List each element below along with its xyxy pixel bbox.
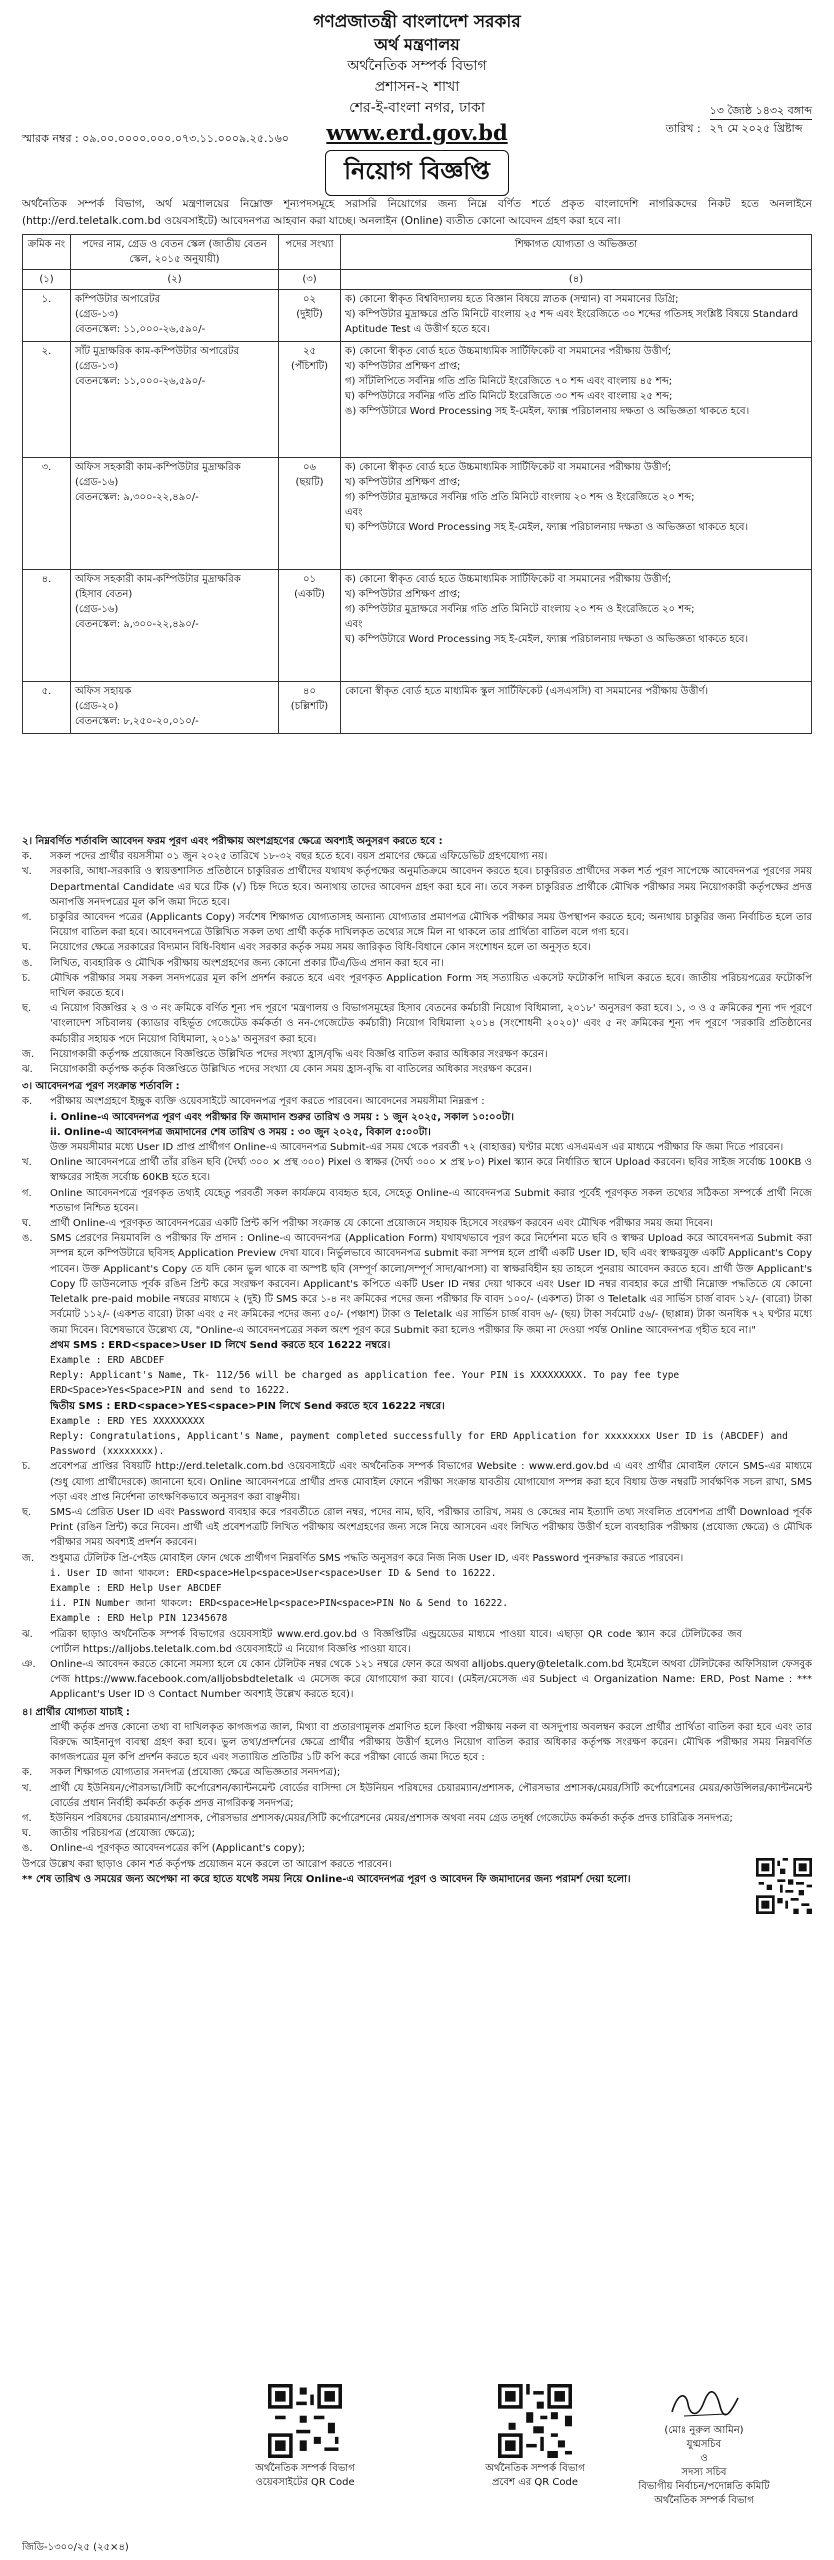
signer-role: বিভাগীয় নির্বাচন/পদোন্নতি কমিটি	[638, 2481, 770, 2492]
item-marker: ঞ.	[22, 1658, 36, 1670]
item-marker: খ.	[22, 1157, 32, 1169]
item-marker: ঘ.	[22, 1218, 32, 1230]
qr-caption: ওয়েবসাইটের QR Code	[255, 2477, 355, 2488]
list-item	[22, 849, 812, 864]
sms-first-example: Example : ERD ABCDEF	[50, 1354, 165, 1366]
help-user-id-example: Example : ERD Help User ABCDEF	[50, 1582, 222, 1594]
post-count: ০১	[303, 574, 316, 585]
header-serial: ক্রমিক নং	[23, 235, 71, 270]
post-count: ০২	[302, 294, 316, 305]
post-count-word: (চল্লিশটি)	[290, 701, 329, 712]
qualification-cell	[341, 342, 812, 458]
deadline-note: ** শেষ তারিখ ও সময়ের জন্য অপেক্ষা না করে হাতে যথেষ্ট সময় নিয়ে Online-এ আবেদনপত্র পূরণ ও আবেদন ফি জমাদানের জন্য পরামর্শ দেয়া হলো।	[22, 1873, 631, 1885]
count-cell	[279, 570, 341, 682]
list-item	[22, 1826, 812, 1841]
item-text: সকল পদের প্রার্থীর বয়সসীমা ০১ জুন ২০২৫ তারিখে ১৮-৩২ বছর হতে হবে। বয়স প্রমাণের ক্ষেত্রে এফিডেভিট গ্রহণযোগ্য নয়।	[50, 851, 548, 863]
list-item	[22, 1720, 812, 1766]
header-count: পদের সংখ্যা	[279, 235, 341, 270]
office-address: শের-ই-বাংলা নগর, ঢাকা	[349, 100, 485, 116]
item-text: Online-এ পূরণকৃত আবেদনপত্রের কপি (Applicant's copy);	[50, 1843, 305, 1855]
sms-second-example: Example : ERD YES XXXXXXXXX	[50, 1415, 205, 1427]
serial-cell: ৩.	[23, 458, 71, 570]
post-name: অফিস সহকারী কাম-কম্পিউটার মুদ্রাক্ষরিক	[75, 574, 241, 585]
list-item	[22, 1216, 812, 1231]
list-item	[22, 1811, 812, 1826]
table-row	[23, 458, 812, 570]
signer-role: ও	[700, 2453, 708, 2464]
item-text: সরকারি, আধা-সরকারি ও স্বায়ত্তশাসিত প্রতিষ্ঠানে চাকুরিরত প্রার্থীদের যথাযথ কর্তৃপক্ষের অনুমতিক্রমে আবেদন করতে হবে। চাকুরিরত প্রার্থীদের সকল শর্ত পূরণ সাপেক্ষে আবেদনপত্র পূরণের সময় Departmental Candidate এর ঘরে টিক (√) চিহ্ন দিতে হবে। অন্যথায় তাদের আবেদন গ্রহণ করা হবে না। তবে সকল চাকুরিরত প্রার্থীকে মৌখিক পরীক্ষার সময় নিয়োগকারী কর্তৃপক্ষের প্রদত্ত অনাপত্তি সনদপত্রের মূল কপি জমা দিতে হবে।	[50, 866, 812, 908]
item-text: চাকুরির আবেদন পত্রের (Applicants Copy) সর্বশেষ শিক্ষাগত যোগ্যতাসহ অন্যান্য যোগ্যতার প্রমাণপত্র মৌখিক পরীক্ষার সময় উপস্থাপন করতে হবে; অন্যথায় চাকুরির জন্য নির্বাচিত হলে তার নিয়োগ বাতিল করা হবে। আবেদনপত্রে উল্লিখিত সকল তথ্য প্রার্থী কর্তৃক দাখিলকৃত তথ্যের সঙ্গে মিল না থাকলে তার প্রার্থিতা বাতিল বলে গণ্য হবে।	[50, 912, 812, 939]
item-text: সকল শিক্ষাগত যোগ্যতার সনদপত্র (প্রযোজ্য ক্ষেত্রে অভিজ্ঞতার সনদপত্র);	[50, 1767, 341, 1779]
terms-body	[22, 832, 812, 1887]
signature-block	[614, 2384, 794, 2508]
item-text: নিয়োগকারী কর্তৃপক্ষ কর্তৃক বিজ্ঞপ্তিতে উল্লিখিত পদের সংখ্যা যে কোন সময় হ্রাস-বৃদ্ধি বা বাতিলের অধিকার সংরক্ষণ করেন।	[50, 1064, 532, 1076]
item-marker: চ.	[22, 972, 31, 984]
qualification-line: ঘ) কম্পিউটারে Word Processing সহ ই-মেইল, ফ্যাক্স পরিচালনায় দক্ষতা ও অভিজ্ঞতা থাকতে হবে।	[345, 634, 749, 645]
post-count-word: (ছয়টি)	[295, 477, 324, 488]
post-cell	[71, 682, 279, 734]
qualification-line: খ) কম্পিউটার প্রশিক্ষণ প্রাপ্ত;	[345, 477, 461, 488]
post-name: কম্পিউটার অপারেটর	[75, 294, 161, 305]
signer-title: যুগ্মসচিব	[686, 2439, 722, 2450]
list-item	[22, 1047, 812, 1062]
item-marker: ঝ.	[22, 1628, 33, 1640]
list-item	[22, 1155, 812, 1185]
post-cell	[71, 570, 279, 682]
table-row	[23, 342, 812, 458]
qr-code-icon[interactable]	[498, 2384, 572, 2458]
post-scale-grade: (গ্রেড-১৬)	[75, 604, 119, 615]
qualification-line: এবং	[345, 619, 363, 630]
serial-cell: ২.	[23, 342, 71, 458]
qualification-line: গ) সাঁটলিপিতে সর্বনিম্ন গতি প্রতি মিনিটে ইংরেজিতে ৭০ শব্দ এবং বাংলায় ৪৫ শব্দ;	[345, 376, 673, 387]
qualification-line: খ) কম্পিউটার প্রশিক্ষণ প্রাপ্ত;	[345, 589, 461, 600]
serial-cell: ৫.	[23, 682, 71, 734]
section-2-title: ২। নিম্নবর্ণিত শর্তাবলি আবেদন ফরম পূরণ এবং পরীক্ষায় অংশগ্রহণের ক্ষেত্রে অবশ্যই অনুসরণ করতে হবে :	[22, 836, 443, 847]
item-text: নিয়োগকারী কর্তৃপক্ষ প্রয়োজনে বিজ্ঞপ্তিতে উল্লিখিত পদের সংখ্যা হ্রাস/বৃদ্ধি এবং বিজ্ঞপ্তি বাতিল করার অধিকার সংরক্ষণ করেন।	[50, 1048, 548, 1060]
post-count-word: (একটি)	[294, 589, 325, 600]
item-marker: ঝ.	[22, 1064, 33, 1076]
sms-first-label: প্রথম SMS : ERD<space>User ID লিখে Send করতে হবে 16222 নম্বরে।	[50, 1339, 391, 1351]
list-item	[22, 1627, 812, 1657]
post-count-word: (পঁচিশটি)	[290, 361, 329, 372]
qr-admit-block	[480, 2384, 590, 2490]
item-marker: ঙ.	[22, 1233, 33, 1245]
item-marker: ঘ.	[22, 942, 32, 954]
colnum: (১)	[23, 270, 71, 290]
list-item	[22, 956, 812, 971]
qualification-line: ঘ) কম্পিউটারে সর্বনিম্ন গতি প্রতি মিনিটে ইংরেজিতে ৩০ শব্দ এবং বাংলায় ২৫ শব্দ;	[345, 391, 673, 402]
post-name: অফিস সহকারী কাম-কম্পিউটার মুদ্রাক্ষরিক	[75, 462, 241, 473]
sms-second-label: দ্বিতীয় SMS : ERD<space>YES<space>PIN লিখে Send করতে হবে 16222 নম্বরে।	[50, 1400, 445, 1412]
list-item	[22, 971, 812, 1001]
item-marker: ছ.	[22, 1506, 32, 1518]
qualification-line: এবং	[345, 507, 363, 518]
post-grade: (গ্রেড-১৩)	[75, 361, 119, 372]
qr-caption: প্রবেশ এর QR Code	[491, 2477, 579, 2488]
schedule-start: i. Online-এ আবেদনপত্র পূরণ এবং পরীক্ষার ফি জমাদান শুরুর তারিখ ও সময় : ১ জুন ২০২৫, সকাল ১০:০০টা।	[50, 1111, 514, 1123]
table-row	[23, 682, 812, 734]
intro-paragraph: অর্থনৈতিক সম্পর্ক বিভাগ, অর্থ মন্ত্রণালয়ের নিম্নোক্ত শূন্যপদসমূহে সরাসরি নিয়োগের জন্য নিম্নে বর্ণিত শর্তে প্রকৃত বাংলাদেশি নাগরিকদের নিকট হতে অনলাইনে (http://erd.teletalk.com.bd ওয়েবসাইটে) আবেদনপত্র আহবান করা যাচ্ছে। অনলাইন (Online) ব্যতীত কোনো আবেদন গ্রহণ করা হবে না।	[22, 198, 812, 227]
post-grade: (গ্রেড-২০)	[75, 701, 119, 712]
date-english: ২৭ মে ২০২৫ খ্রিষ্টাব্দ	[709, 122, 803, 135]
list-item	[22, 910, 812, 940]
qr-org-name: অর্থনৈতিক সম্পর্ক বিভাগ	[255, 2463, 355, 2474]
post-count: ২৫	[303, 346, 316, 357]
item-marker	[22, 1720, 50, 1766]
list-item	[22, 1231, 812, 1337]
qualification-cell	[341, 682, 812, 734]
notice-title: নিয়োগ বিজ্ঞপ্তি	[325, 150, 509, 196]
item-marker: ঙ.	[22, 1843, 33, 1855]
item-text: Online আবেদনপত্রে পূরণকৃত তথ্যই যেহেতু পরবর্তী সকল কার্যক্রমে ব্যবহৃত হবে, সেহেতু Online-এ আবেদনপত্র Submit করার পূর্বেই পূরণকৃত সকল তথ্যের সঠিকতা সম্পর্কে প্রার্থী নিজে শতভাগ নিশ্চিত হবেন।	[50, 1187, 812, 1214]
item-text: মৌখিক পরীক্ষার সময় সকল সনদপত্রের মূল কপি প্রদর্শন করতে হবে এবং পূরণকৃত Application Form সহ সত্যায়িত একসেট ফটোকপি দাখিল করতে হবে। জাতীয় পরিচয়পত্রের ফটোকপি দাখিল করতে হবে।	[50, 972, 812, 1000]
qualification-line: ক) কোনো স্বীকৃত বোর্ড হতে উচ্চমাধ্যমিক সার্টিফিকেট বা সমমানের পরীক্ষায় উত্তীর্ণ;	[345, 462, 672, 473]
post-scale: বেতনস্কেল: ৯,৩০০-২২,৪৯০/-	[75, 492, 199, 503]
date-block	[666, 102, 812, 137]
count-cell	[279, 458, 341, 570]
table-row	[23, 570, 812, 682]
list-item	[22, 1657, 812, 1703]
post-count-word: (দুইটি)	[296, 309, 323, 320]
schedule-note: উক্ত সময়সীমার মধ্যে User ID প্রাপ্ত প্রার্থীগণ Online-এ আবেদনপত্র Submit-এর সময় থেকে পরবর্তী ৭২ (বাহাত্তর) ঘণ্টার মধ্যে এসএমএস এর মাধ্যমে পরীক্ষার ফি জমা দিতে পারবেন।	[50, 1142, 784, 1154]
qualification-line: ক) কোনো স্বীকৃত বোর্ড হতে উচ্চমাধ্যমিক সার্টিফিকেট বা সমমানের পরীক্ষায় উত্তীর্ণ;	[345, 574, 672, 585]
section-4-title: ৪। প্রার্থীর যোগ্যতা যাচাই :	[22, 1706, 130, 1718]
colnum: (৪)	[341, 270, 812, 290]
post-cell	[71, 342, 279, 458]
qr-org-name: অর্থনৈতিক সম্পর্ক বিভাগ	[485, 2463, 585, 2474]
sms-second-reply: Reply: Congratulations, Applicant's Name, payment completed successfully for ERD Application for xxxxxxxx User ID is (ABCDEF) and Password (xxxxxxxx).	[50, 1430, 788, 1458]
item-text: পরীক্ষায় অংশগ্রহণে ইচ্ছুক ব্যক্তি ওয়েবসাইটে আবেদনপত্র পূরণ করতে পারবেন। আবেদনের সময়সীমা নিম্নরূপ :	[50, 1096, 485, 1108]
signer-org: অর্থনৈতিক সম্পর্ক বিভাগ	[654, 2495, 754, 2506]
memo-number: স্মারক নম্বর : ০৯.০০.০০০০.০০০.০৭৩.১১.০০০৯.২৫.১৬০	[22, 132, 289, 145]
section-3-title: ৩। আবেদনপত্র পূরণ সংক্রান্ত শর্তাবলি :	[22, 1081, 180, 1093]
item-marker: ঙ.	[22, 957, 33, 969]
qr-website-block	[250, 2384, 360, 2490]
list-item	[22, 864, 812, 910]
list-item	[22, 1062, 812, 1077]
colnum: (২)	[71, 270, 279, 290]
item-text: Online আবেদনপত্রে প্রার্থী তাঁর রঙিন ছবি (দৈর্ঘ্য ৩০০ × প্রস্থ ৩০০) Pixel ও স্বাক্ষর (দৈর্ঘ্য ৩০০ × প্রস্থ ৮০) Pixel স্ক্যান করে নির্ধারিত স্থানে Upload করবেন। ছবির সাইজ সর্বোচ্চ 100KB ও স্বাক্ষরের সাইজ সর্বোচ্চ 60KB হতে হবে।	[50, 1157, 812, 1184]
count-cell	[279, 342, 341, 458]
item-text: প্রার্থী কর্তৃক প্রদত্ত কোনো তথ্য বা দাখিলকৃত কাগজপত্র জাল, মিথ্যা বা প্রতারণামূলক প্রমাণিত হলে কিংবা পরীক্ষায় নকল বা অসদুপায় অবলম্বন করলে প্রার্থীর প্রার্থিতা বাতিল করা হবে এবং তার বিরুদ্ধে আইনানুগ ব্যবস্থা গ্রহণ করা হবে। ভুল তথ্য/প্রদর্শনের ক্ষেত্রে প্রার্থীর পরীক্ষায় উত্তীর্ণ হলেও নিয়োগ বাতিল করার অধিকার কর্তৃপক্ষ সংরক্ষণ করেন। মৌখিক পরীক্ষার সময় নিম্নবর্ণিত কাগজপত্রের মূল কপি প্রদর্শন করতে হবে এবং সত্যায়িত প্রতিটির ১টি কপি করে পরীক্ষা বোর্ডে জমা দিতে হবে :	[50, 1721, 812, 1764]
item-text: ইউনিয়ন পরিষদের চেয়ারম্যান/প্রশাসক, পৌরসভার প্রশাসক/মেয়র/সিটি কর্পোরেশনের মেয়র/প্রশাসক অথবা নবম গ্রেড তদূর্ধ্ব গেজেটেড কর্মকর্তা কর্তৃক প্রদত্ত চারিত্রিক সনদপত্র;	[50, 1813, 733, 1824]
help-user-id: i. User ID জানা থাকলে: ERD<space>Help<space>User<space>User ID & Send to 16222.	[50, 1567, 497, 1579]
list-item	[22, 1094, 812, 1109]
item-marker: গ.	[22, 1187, 32, 1199]
signature-icon	[664, 2384, 744, 2424]
colnum: (৩)	[279, 270, 341, 290]
list-item	[22, 1459, 812, 1505]
post-scale: বেতনস্কেল: ৮,২৫০-২০,০১০/-	[75, 716, 199, 727]
item-text: এ নিয়োগ বিজ্ঞপ্তির ২ ও ৩ নং ক্রমিকে বর্ণিত শূন্য পদ পূরণে 'মন্ত্রণালয় ও বিভাগসমূহের হিসাব বেতনের কর্মচারী নিয়োগ বিধিমালা, ২০১৮' অনুসরণ করা হবে। ১, ৩ ও ৫ ক্রমিকের শূন্য পদ পূরণে 'বাংলাদেশ সচিবালয় (ক্যাডার বহির্ভূত গেজেটেড কর্মকর্তা ও নন-গেজেটেড কর্মচারী) নিয়োগ বিধিমালা ২০১৪ (সংশোধনী ২০২০)' এবং ৫ নং ক্রমিকের শূন্য পদ পূরণে 'সরকারি প্রতিষ্ঠানের কর্মচারীর সহায়ক পদে নিয়োগ বিধিমালা, ২০১৯' অনুসরণ করা হবে।	[50, 1003, 812, 1045]
item-marker: ছ.	[22, 1003, 32, 1015]
post-grade: (গ্রেড-১৩)	[75, 309, 119, 320]
post-name: সাঁট মুদ্রাক্ষরিক কাম-কম্পিউটার অপারেটর	[75, 346, 240, 357]
help-pin: ii. PIN Number জানা থাকলে: ERD<space>Help<space>PIN<space>PIN No & Send to 16222.	[50, 1598, 508, 1610]
post-cell	[71, 290, 279, 342]
posts-table	[22, 234, 812, 734]
item-text: নিয়োগের ক্ষেত্রে সরকারের বিদ্যমান বিধি-বিধান এবং সরকার কর্তৃক সময় সময় জারিকৃত বিধি-বিধানে কোন সংশোধন হলে তা অনুসৃত হবে।	[50, 942, 591, 954]
item-text: Online-এ আবেদন করতে কোনো সমস্যা হলে যে কোন টেলিটক নম্বর থেকে ১২১ নম্বরে ফোন করে অথবা alljobs.query@teletalk.com.bd ইমেইলে অথবা টেলিটকের অফিসিয়াল ফেসবুক পেজ https://www.facebook.com/alljobsbdteletalk এ মেসেজ করে যোগাযোগ করা যাবে। (মেইল/মেসেজ এর Subject এ Organization Name: ERD, Post Name : *** Applicant's User ID ও Contact Number অবশ্যই উল্লেখ করতে হবে)।	[50, 1658, 812, 1701]
item-marker: ক.	[22, 851, 33, 863]
header-post: পদের নাম, গ্রেড ও বেতন স্কেল (জাতীয় বেতন স্কেল, ২০১৫ অনুযায়ী)	[71, 235, 279, 270]
government-name: গণপ্রজাতন্ত্রী বাংলাদেশ সরকার	[313, 12, 521, 32]
post-count: ৪০	[303, 686, 316, 697]
post-scale: বেতনস্কেল: ১১,০০০-২৬,৫৯০/-	[75, 376, 206, 387]
item-marker: জ.	[22, 1552, 35, 1564]
qr-code-icon[interactable]	[268, 2384, 342, 2458]
print-reference: জিডি-১৩০০/২৫ (২৫×৪)	[22, 2542, 129, 2553]
website-link[interactable]: www.erd.gov.bd	[326, 120, 508, 145]
closing-line: উপরে উল্লেখ করা ছাড়াও কোন শর্ত কর্তৃপক্ষ প্রয়োজন মনে করলে তা আরোপ করতে পারবেন।	[22, 1858, 392, 1870]
item-text: SMS প্রেরণের নিয়মাবলি ও পরীক্ষার ফি প্রদান : Online-এ আবেদনপত্র (Application Form) যথাযথভাবে পূরণ করে নির্দেশনা মতে ছবি ও স্বাক্ষর Upload করে আবেদনপত্র Submit করা সম্পন্ন হলে কম্পিউটারে ছবিসহ Application Preview দেখা যাবে। নির্ভুলভাবে আবেদনপত্র submit করা সম্পন্ন হলে প্রার্থী একটি User ID, ছবি এবং স্বাক্ষরযুক্ত একটি Applicant's Copy পাবেন। উক্ত Applicant's Copy তে যদি কোন ভুল থাকে বা অস্পষ্ট ছবি (সম্পূর্ণ কালো/সম্পূর্ণ সাদা/ঝাপসা) বা স্বাক্ষরবিহীন হয় তাহলে পুনরায় আবেদন করতে হবে। প্রার্থী উক্ত Applicant's Copy টি ডাউনলোড পূর্বক রঙিন প্রিন্ট করে সংরক্ষণ করবেন। Applicant's কপিতে একটি User ID নম্বর দেয়া থাকবে এবং User ID নম্বর ব্যবহার করে প্রার্থী নিম্নোক্ত পদ্ধতিতে যে কোনো Teletalk pre-paid mobile নম্বরের মাধ্যমে ২ (দুই) টি SMS করে ১-৪ নং ক্রমিকের পদের জন্য পরীক্ষার ফি বাবদ ১০০/- (একশত) টাকা ও Teletalk এর সার্ভিস চার্জ বাবদ ১২/- (বারো) টাকা সর্বমোট ১১২/- (একশত বারো) টাকা এবং ৫ নং ক্রমিকের পদের জন্য ৫০/- (পঞ্চাশ) টাকা ও Teletalk এর সার্ভিস চার্জ বাবদ ৬/- (ছয়) টাকা সর্বমোট ৫৬/- (ছাপ্পান্ন) টাকা অনধিক ৭২ ঘণ্টার মধ্যে জমা দিবেন। বিশেষভাবে উল্লেখ্য যে, "Online-এ আবেদনপত্রের সকল অংশ পূরণ করে Submit করা হলেও পরীক্ষার ফি জমা না দেওয়া পর্যন্ত Online আবেদনপত্র গৃহীত হবে না।"	[50, 1233, 812, 1336]
header-qualification: শিক্ষাগত যোগ্যতা ও অভিজ্ঞতা	[341, 235, 812, 270]
footer	[0, 2384, 834, 2554]
qualification-line: গ) কম্পিউটার মুদ্রাক্ষরে সর্বনিম্ন গতি প্রতি মিনিটে বাংলায় ২০ শব্দ ও ইংরেজিতে ২০ শব্দ;	[345, 492, 695, 503]
post-grade: (গ্রেড-১৬)	[75, 477, 119, 488]
post-scale: বেতনস্কেল: ১১,০০০-২৬,৫৯০/-	[75, 324, 206, 335]
qr-code-icon[interactable]	[756, 1858, 812, 1914]
count-cell	[279, 290, 341, 342]
date-bangla: ১৩ জ্যৈষ্ঠ ১৪৩২ বঙ্গাব্দ	[710, 102, 812, 120]
qualification-line: ক) কোনো স্বীকৃত বিশ্ববিদ্যালয় হতে বিজ্ঞান বিষয়ে স্নাতক (সম্মান) বা সমমানের ডিগ্রি;	[345, 294, 679, 305]
post-count: ০৬	[302, 462, 316, 473]
item-marker: ঘ.	[22, 1828, 32, 1840]
list-item	[22, 1505, 812, 1551]
qualification-line: গ) কম্পিউটার মুদ্রাক্ষরে সর্বনিম্ন গতি প্রতি মিনিটে বাংলায় ২০ শব্দ ও ইংরেজিতে ২০ শব্দ;	[345, 604, 695, 615]
item-marker: খ.	[22, 1782, 32, 1794]
ministry-name: অর্থ মন্ত্রণালয়	[374, 35, 460, 54]
qualification-line: খ) কম্পিউটার প্রশিক্ষণ প্রাপ্ত;	[345, 361, 461, 372]
item-marker: জ.	[22, 1048, 35, 1060]
signer-role: সদস্য সচিব	[681, 2467, 727, 2478]
list-item	[22, 1001, 812, 1047]
item-text: প্রার্থী Online-এ পূরণকৃত আবেদনপত্রের একটি প্রিন্ট কপি পরীক্ষা সংক্রান্ত যে কোনো প্রয়োজনে সহায়ক হিসেবে সংরক্ষণ করবেন এবং মৌখিক পরীক্ষার সময় জমা দিবেন।	[50, 1218, 714, 1230]
item-marker: গ.	[22, 912, 32, 924]
item-text: প্রবেশপত্র প্রাপ্তির বিষয়টি http://erd.teletalk.com.bd ওয়েবসাইটে এবং অর্থনৈতিক সম্পর্ক বিভাগের Website : www.erd.gov.bd এ এবং প্রার্থীর মোবাইল ফোনে SMS-এর মাধ্যমে (শুধু যোগ্য প্রার্থীদেরকে) জানানো হবে। Online আবেদনপত্রে প্রার্থীর প্রদত্ত মোবাইল ফোনে পরীক্ষা সংক্রান্ত যাবতীয় যোগাযোগ সম্পন্ন করা হবে বিধায় উক্ত নম্বরটি সার্বক্ষণিক সচল রাখা, SMS পড়া এবং প্রাপ্ত নির্দেশনা তাৎক্ষণিকভাবে অনুসরণ করা বাঞ্ছনীয়।	[50, 1461, 812, 1503]
item-text: পত্রিকা ছাড়াও অর্থনৈতিক সম্পর্ক বিভাগের ওয়েবসাইট www.erd.gov.bd ও বিজ্ঞপ্তিটির এন্ড্রয়েডের মাধ্যমে পাওয়া যাবে। এছাড়া QR code স্ক্যান করে টেলিটকের জব পোর্টাল https://alljobs.teletalk.com.bd ওয়েবসাইটে এ নিয়োগ বিজ্ঞপ্তি পাওয়া যাবে।	[50, 1628, 742, 1655]
item-marker: ক.	[22, 1767, 33, 1779]
qualification-line: খ) কম্পিউটার মুদ্রাক্ষরে প্রতি মিনিটে বাংলায় ২৫ শব্দ এবং ইংরেজিতে ৩০ শব্দের গতিসহ সংশ্লিষ্ট বিষয়ে Standard Aptitude Test এ উত্তীর্ণ হতে হবে।	[345, 309, 799, 335]
qualification-cell	[341, 290, 812, 342]
item-marker: গ.	[22, 1813, 32, 1824]
branch-name: প্রশাসন-২ শাখা	[374, 79, 460, 95]
qualification-line: কোনো স্বীকৃত বোর্ড হতে মাধ্যমিক স্কুল সার্টিফিকেট (এসএসসি) বা সমমানের পরীক্ষায় উত্তীর্ণ।	[345, 686, 709, 697]
item-text: SMS-এ প্রেরিত User ID এবং Password ব্যবহার করে পরবর্তীতে রোল নম্বর, পদের নাম, ছবি, পরীক্ষার তারিখ, সময় ও কেন্দ্রের নাম ইত্যাদি তথ্য সংবলিত প্রবেশপত্র প্রার্থী Download পূর্বক Print (রঙিন প্রিন্ট) করে নিবেন। প্রার্থী এই প্রবেশপত্রটি লিখিত পরীক্ষায় অংশগ্রহণের জন্য সঙ্গে নিয়ে আসবেন এবং লিখিত পরীক্ষায় উত্তীর্ণ হলে ব্যবহারিক পরীক্ষায় (প্রযোজ্য ক্ষেত্রে) ও মৌখিক পরীক্ষার সময় অবশ্যই প্রদর্শন করবেন।	[50, 1506, 812, 1549]
count-cell	[279, 682, 341, 734]
division-name: অর্থনৈতিক সম্পর্ক বিভাগ	[347, 58, 487, 74]
sms-first-reply: Reply: Applicant's Name, Tk- 112/56 will be charged as application fee. Your PIN is XXXXXXXXX. To pay fee type ERD<Space>Yes<Space>PIN and send to 16222.	[50, 1370, 680, 1397]
serial-cell: ১.	[23, 290, 71, 342]
item-text: জাতীয় পরিচয়পত্র (প্রযোজ্য ক্ষেত্রে);	[50, 1828, 195, 1840]
table-row	[23, 290, 812, 342]
item-text: শুধুমাত্র টেলিটক প্রি-পেইড মোবাইল ফোন থেকে প্রার্থীগণ নিম্নবর্ণিত SMS পদ্ধতি অনুসরণ করে নিজ নিজ User ID, এবং Password পুনরুদ্ধার করতে পারবেন।	[50, 1552, 684, 1564]
list-item	[22, 1551, 812, 1566]
list-item	[22, 1841, 812, 1856]
serial-cell: ৪.	[23, 570, 71, 682]
post-name: অফিস সহায়ক	[75, 686, 132, 697]
schedule-end: ii. Online-এ আবেদনপত্র জমাদানের শেষ তারিখ ও সময় : ৩০ জুন ২০২৫, বিকাল ৫:০০টা।	[50, 1126, 431, 1138]
item-marker: খ.	[22, 866, 32, 878]
item-marker: চ.	[22, 1461, 31, 1473]
qualification-line: ঙ) কম্পিউটারে Word Processing সহ ই-মেইল, ফ্যাক্স পরিচালনায় দক্ষতা ও অভিজ্ঞতা থাকতে হবে।	[345, 406, 750, 417]
item-text: প্রার্থী যে ইউনিয়ন/পৌরসভা/সিটি কর্পোরেশন/ক্যান্টনমেন্ট বোর্ডের বাসিন্দা সে ইউনিয়ন পরিষদের চেয়ারম্যান/প্রশাসক, পৌরসভার প্রশাসক/মেয়র/সিটি কর্পোরেশনের মেয়র/কাউন্সিলর/ক্যান্টনমেন্ট বোর্ডের প্রধান নির্বাহী কর্মকর্তা কর্তৃক প্রদত্ত নাগরিকত্ব সনদপত্র;	[50, 1782, 812, 1809]
list-item	[22, 1781, 812, 1811]
post-scale: বেতনস্কেল: ৯,৩০০-২২,৪৯০/-	[75, 619, 199, 630]
item-text: লিখিত, ব্যবহারিক ও মৌখিক পরীক্ষায় অংশগ্রহণের জন্য কোনো প্রকার টিএ/ডিএ প্রদান করা হবে না।	[50, 957, 444, 969]
list-item	[22, 1765, 812, 1780]
post-grade: (হিসাব বেতন)	[75, 589, 133, 600]
qualification-line: ক) কোনো স্বীকৃত বোর্ড হতে উচ্চমাধ্যমিক সার্টিফিকেট বা সমমানের পরীক্ষায় উত্তীর্ণ;	[345, 346, 672, 357]
qualification-line: ঘ) কম্পিউটারে Word Processing সহ ই-মেইল, ফ্যাক্স পরিচালনায় দক্ষতা ও অভিজ্ঞতা থাকতে হবে।	[345, 522, 749, 533]
signer-name: (মোঃ নুরুল আমিন)	[664, 2425, 744, 2436]
help-pin-example: Example : ERD Help PIN 12345678	[50, 1613, 228, 1625]
list-item	[22, 1186, 812, 1216]
item-marker: ক.	[22, 1096, 33, 1108]
qualification-cell	[341, 458, 812, 570]
post-cell	[71, 458, 279, 570]
qualification-cell	[341, 570, 812, 682]
date-label: তারিখ :	[665, 122, 701, 135]
list-item	[22, 940, 812, 955]
